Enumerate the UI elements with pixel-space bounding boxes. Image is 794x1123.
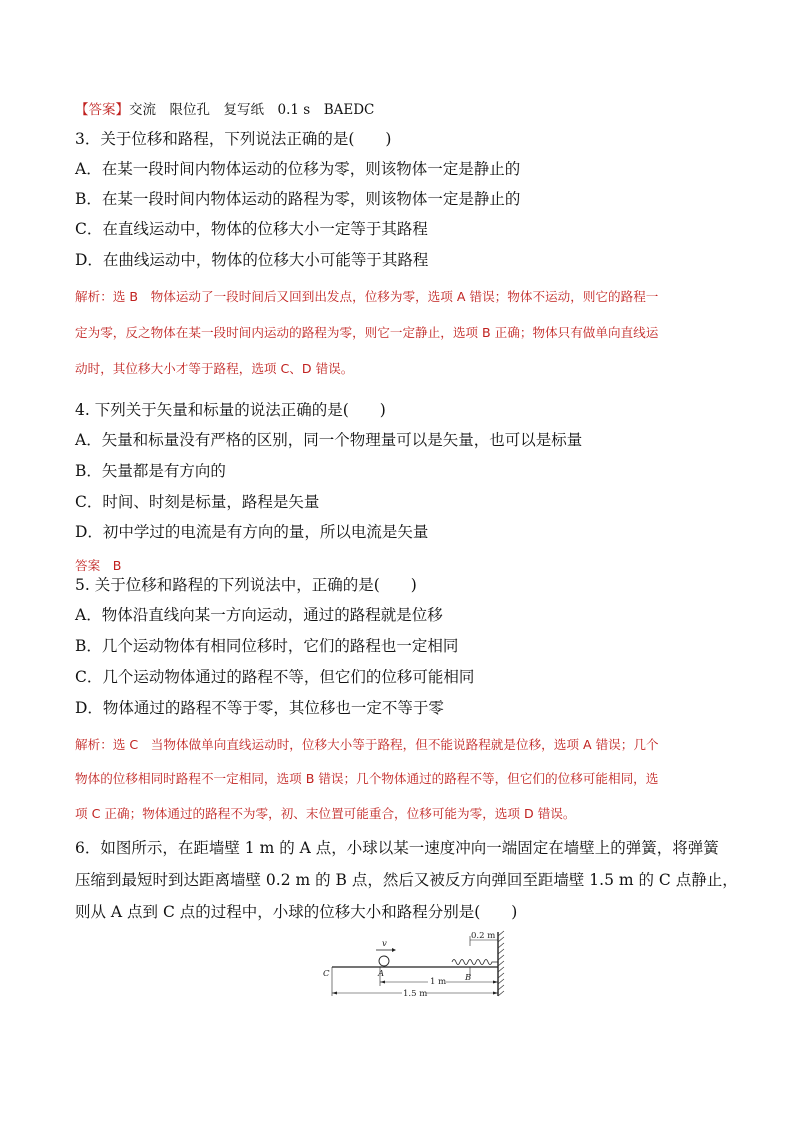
spring <box>452 960 498 965</box>
dim-15m-arrow-left <box>332 992 337 995</box>
question-5-option-a: A．物体沿直线向某一方向运动，通过的路程就是位移 <box>75 606 443 624</box>
question-3-option-b: B．在某一段时间内物体运动的路程为零，则该物体一定是静止的 <box>75 190 521 208</box>
dim-1m-arrow-right <box>493 981 498 984</box>
question-3-option-d: D．在曲线运动中，物体的位移大小可能等于其路程 <box>75 251 429 269</box>
question-6-line-1: 6．如图所示，在距墙壁 1 m 的 A 点，小球以某一速度冲向一端固定在墙壁上的弹簧，将弹簧 <box>75 839 719 857</box>
question-4-option-a: A．矢量和标量没有严格的区别，同一个物理量可以是矢量，也可以是标量 <box>75 431 583 449</box>
label-v: v <box>382 939 387 949</box>
question-6-line-3: 则从 A 点到 C 点的过程中，小球的位移大小和路程分别是( ) <box>75 903 518 921</box>
question-4-answer: 答案 B <box>75 558 122 573</box>
label-a: A <box>378 969 385 979</box>
question-3-option-c: C．在直线运动中，物体的位移大小一定等于其路程 <box>75 220 428 238</box>
question-4-stem: 4. 下列关于矢量和标量的说法正确的是( ) <box>75 401 386 419</box>
label-0-2m: 0.2 m <box>471 931 496 941</box>
velocity-arrowhead <box>392 948 396 952</box>
question-5-option-b: B．几个运动物体有相同位移时，它们的路程也一定相同 <box>75 637 459 655</box>
question-5-stem: 5. 关于位移和路程的下列说法中，正确的是( ) <box>75 576 417 594</box>
question-3-solution-line-2: 定为零，反之物体在某一段时间内运动的路程为零，则它一定静止，选项 B 正确；物体只有做单向直线运 <box>75 325 659 340</box>
question-5-option-c: C．几个运动物体通过的路程不等，但它们的位移可能相同 <box>75 668 475 686</box>
question-3-solution-line-1: 解析：选 B 物体运动了一段时间后又回到出发点，位移为零，选项 A 错误；物体不运动，则它的路程一 <box>75 289 659 304</box>
dim-15m-arrow-right <box>493 992 498 995</box>
question-3-option-a: A．在某一段时间内物体运动的位移为零，则该物体一定是静止的 <box>75 160 521 178</box>
question-6-line-2: 压缩到最短时到达距离墙壁 0.2 m 的 B 点，然后又被反方向弹回至距墙壁 1.5 m 的 C 点静止， <box>75 871 738 889</box>
dim-1m-arrow-left <box>380 981 385 984</box>
label-1-5m: 1.5 m <box>403 989 428 999</box>
question-5-option-d: D．物体通过的路程不等于零，其位移也一定不等于零 <box>75 699 444 717</box>
question-5-solution-line-2: 物体的位移相同时路程不一定相同，选项 B 错误；几个物体通过的路程不等，但它们的位移可能相同，选 <box>75 771 659 786</box>
label-c: C <box>323 969 330 979</box>
label-b: B <box>465 973 472 983</box>
question-5-solution-line-1: 解析：选 C 当物体做单向直线运动时，位移大小等于路程，但不能说路程就是位移，选项 A 错误；几个 <box>75 737 659 752</box>
label-1m: 1 m <box>430 977 447 987</box>
answer-block <box>75 100 724 120</box>
question-5-solution-line-3: 项 C 正确；物体通过的路程不为零，初、末位置可能重合，位移可能为零，选项 D 错误。 <box>75 806 576 821</box>
ball <box>379 956 389 966</box>
question-3-solution-line-3: 动时，其位移大小才等于路程，选项 C、D 错误。 <box>75 361 354 376</box>
spring-wall-figure <box>320 930 510 1000</box>
wall-hatching <box>498 931 504 996</box>
question-4-option-b: B．矢量都是有方向的 <box>75 462 226 480</box>
answer-tag: 【答案】 <box>75 102 129 118</box>
question-4-option-d: D．初中学过的电流是有方向的量，所以电流是矢量 <box>75 523 429 541</box>
question-4-option-c: C．时间、时刻是标量，路程是矢量 <box>75 493 320 511</box>
answer-content: 交流 限位孔 复写纸 0.1 s BAEDC <box>129 102 375 118</box>
question-3-stem: 3．关于位移和路程，下列说法正确的是( ) <box>75 130 392 148</box>
